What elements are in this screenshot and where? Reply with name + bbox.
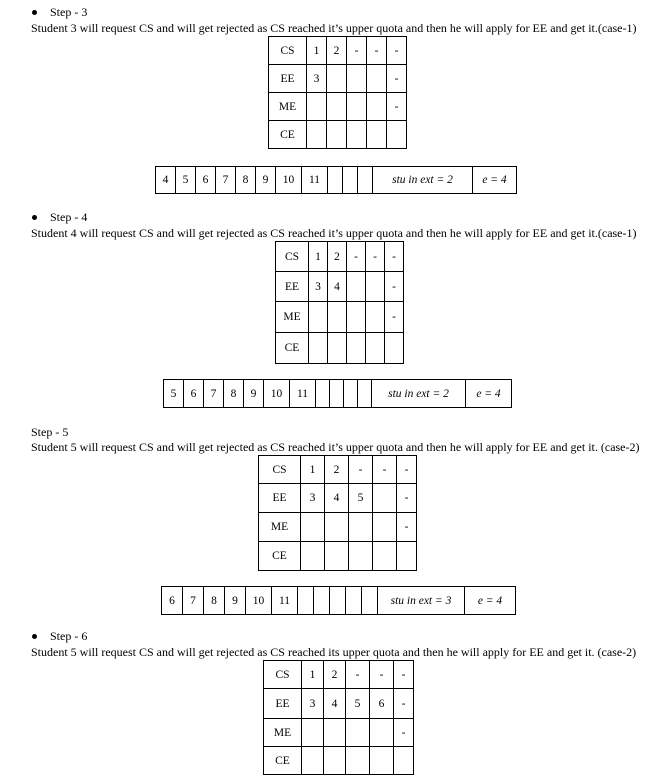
table-cell: - [394, 719, 414, 747]
queue-cell [298, 587, 314, 615]
row-label-ce: CE [259, 542, 301, 571]
table-cell: - [349, 456, 373, 484]
bullet-icon [32, 10, 37, 15]
e-value: e = 4 [473, 167, 517, 194]
table-cell [367, 65, 387, 93]
table-cell [347, 65, 367, 93]
table-cell [324, 719, 346, 747]
table-cell [325, 513, 349, 542]
table-cell: - [394, 661, 414, 689]
table-cell [346, 747, 370, 775]
queue-cell: 9 [225, 587, 246, 615]
table-cell: 4 [328, 272, 347, 302]
step-description: Student 5 will request CS and will get rejected as CS reached it’s upper quota and then he will apply for EE and get it. (case-2) [31, 440, 640, 454]
table-cell: 3 [301, 484, 325, 513]
queue-cell: 7 [204, 380, 224, 408]
step-heading: Step - 4 [50, 210, 88, 224]
queue-cell [344, 380, 358, 408]
row-label-cs: CS [276, 242, 309, 272]
table-cell: 6 [370, 689, 394, 719]
table-cell [302, 719, 324, 747]
queue-cell: 7 [183, 587, 204, 615]
table-cell: 5 [346, 689, 370, 719]
queue-cell [358, 380, 372, 408]
step-heading: Step - 3 [50, 5, 88, 19]
table-cell: 2 [328, 242, 347, 272]
table-cell [301, 542, 325, 571]
row-label-cs: CS [269, 37, 307, 65]
student-queue [163, 379, 512, 408]
queue-cell [358, 167, 373, 194]
step-description: Student 5 will request CS and will get rejected as CS reached its upper quota and then he will apply for EE and get it. (case-2) [31, 645, 637, 659]
allocation-table [258, 455, 417, 571]
table-cell [349, 542, 373, 571]
table-cell: - [397, 456, 417, 484]
queue-cell [362, 587, 378, 615]
step-description: Student 3 will request CS and will get rejected as CS reached it’s upper quota and then he will apply for EE and get it.(case-1) [31, 21, 637, 35]
table-cell [347, 302, 366, 333]
queue-cell: 10 [246, 587, 272, 615]
queue-cell: 6 [196, 167, 216, 194]
table-cell [347, 333, 366, 364]
allocation-table [275, 241, 404, 364]
row-label-ee: EE [264, 689, 302, 719]
table-cell: 4 [324, 689, 346, 719]
table-cell: 3 [302, 689, 324, 719]
bullet-icon [32, 634, 37, 639]
table-cell: - [367, 37, 387, 65]
table-cell [307, 93, 327, 121]
table-cell [347, 272, 366, 302]
queue-cell [314, 587, 330, 615]
table-cell: - [385, 242, 404, 272]
table-cell: 2 [324, 661, 346, 689]
table-cell [366, 272, 385, 302]
queue-cell: 6 [184, 380, 204, 408]
row-label-ce: CE [276, 333, 309, 364]
table-cell [394, 747, 414, 775]
table-cell [328, 333, 347, 364]
table-cell [327, 93, 347, 121]
table-cell [347, 93, 367, 121]
step-heading: Step - 6 [50, 629, 88, 643]
table-cell: 5 [349, 484, 373, 513]
allocation-table [268, 36, 407, 149]
table-cell: - [346, 661, 370, 689]
queue-cell: 8 [224, 380, 244, 408]
table-cell [347, 121, 367, 149]
e-value: e = 4 [466, 380, 512, 408]
table-cell [302, 747, 324, 775]
queue-cell [330, 380, 344, 408]
table-cell: 1 [307, 37, 327, 65]
table-cell [366, 302, 385, 333]
row-label-me: ME [264, 719, 302, 747]
table-cell [309, 333, 328, 364]
table-cell [367, 121, 387, 149]
table-cell [366, 333, 385, 364]
table-cell: - [366, 242, 385, 272]
row-label-ee: EE [276, 272, 309, 302]
table-cell: 2 [325, 456, 349, 484]
table-cell [373, 542, 397, 571]
table-cell [301, 513, 325, 542]
row-label-cs: CS [259, 456, 301, 484]
queue-cell: 11 [290, 380, 316, 408]
table-cell: - [347, 37, 367, 65]
student-queue [161, 586, 516, 615]
queue-cell: 5 [176, 167, 196, 194]
table-cell: 1 [301, 456, 325, 484]
allocation-table [263, 660, 414, 775]
queue-cell: 11 [302, 167, 328, 194]
table-cell: - [385, 272, 404, 302]
table-cell [346, 719, 370, 747]
row-label-ce: CE [264, 747, 302, 775]
table-cell [324, 747, 346, 775]
table-cell [373, 513, 397, 542]
table-cell [373, 484, 397, 513]
row-label-cs: CS [264, 661, 302, 689]
table-cell: - [387, 65, 407, 93]
table-cell: - [397, 513, 417, 542]
queue-cell: 4 [156, 167, 176, 194]
table-cell: 1 [309, 242, 328, 272]
e-value: e = 4 [465, 587, 516, 615]
queue-cell: 8 [204, 587, 225, 615]
table-cell [370, 719, 394, 747]
queue-cell [328, 167, 343, 194]
table-cell [309, 302, 328, 333]
student-index: stu in ext = 2 [372, 380, 466, 408]
row-label-ee: EE [259, 484, 301, 513]
student-index: stu in ext = 2 [373, 167, 473, 194]
table-cell [328, 302, 347, 333]
queue-cell [330, 587, 346, 615]
table-cell: - [387, 37, 407, 65]
table-cell [327, 121, 347, 149]
table-cell [397, 542, 417, 571]
table-cell: 3 [309, 272, 328, 302]
row-label-me: ME [269, 93, 307, 121]
queue-cell: 6 [162, 587, 183, 615]
table-cell [327, 65, 347, 93]
queue-cell: 5 [164, 380, 184, 408]
table-cell: - [370, 661, 394, 689]
queue-cell: 9 [244, 380, 264, 408]
queue-cell: 9 [256, 167, 276, 194]
queue-cell [343, 167, 358, 194]
table-cell: 3 [307, 65, 327, 93]
row-label-ce: CE [269, 121, 307, 149]
table-cell: 2 [327, 37, 347, 65]
table-cell: 1 [302, 661, 324, 689]
student-index: stu in ext = 3 [378, 587, 465, 615]
table-cell: - [387, 93, 407, 121]
queue-cell: 8 [236, 167, 256, 194]
table-cell [387, 121, 407, 149]
queue-cell: 7 [216, 167, 236, 194]
table-cell [349, 513, 373, 542]
table-cell [370, 747, 394, 775]
queue-cell [346, 587, 362, 615]
table-cell: - [394, 689, 414, 719]
table-cell: - [385, 302, 404, 333]
queue-cell: 11 [272, 587, 298, 615]
queue-cell [316, 380, 330, 408]
queue-cell: 10 [276, 167, 302, 194]
table-cell: - [397, 484, 417, 513]
bullet-icon [32, 215, 37, 220]
step-heading: Step - 5 [31, 425, 69, 439]
table-cell [367, 93, 387, 121]
table-cell [307, 121, 327, 149]
step-description: Student 4 will request CS and will get rejected as CS reached it’s upper quota and then he will apply for EE and get it.(case-1) [31, 226, 637, 240]
table-cell: 4 [325, 484, 349, 513]
table-cell [325, 542, 349, 571]
table-cell [385, 333, 404, 364]
student-queue [155, 166, 517, 194]
table-cell: - [347, 242, 366, 272]
queue-cell: 10 [264, 380, 290, 408]
row-label-ee: EE [269, 65, 307, 93]
row-label-me: ME [276, 302, 309, 333]
table-cell: - [373, 456, 397, 484]
row-label-me: ME [259, 513, 301, 542]
